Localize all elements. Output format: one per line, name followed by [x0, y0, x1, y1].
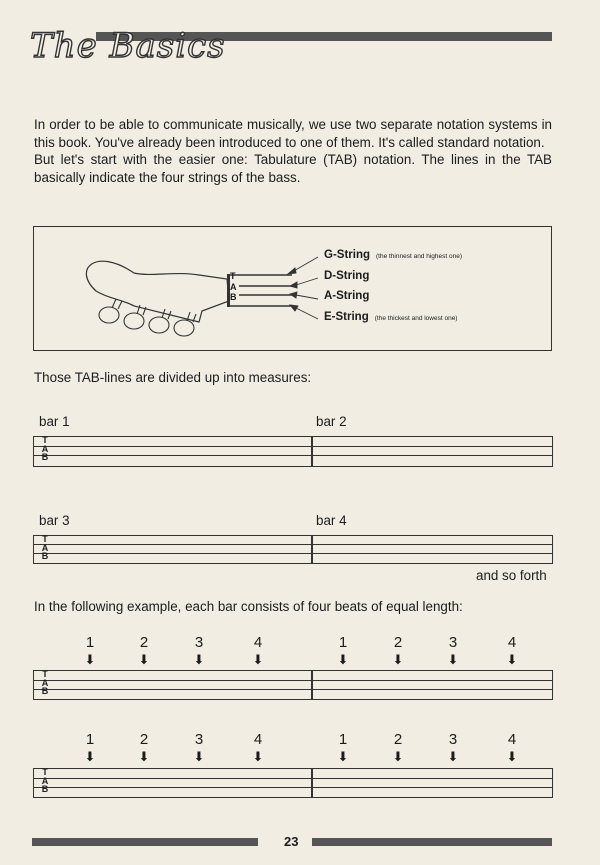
beat-number: 3	[448, 731, 458, 748]
label-a-string: A-String	[324, 290, 370, 302]
bass-headstock-icon	[34, 227, 553, 352]
beat-number: 2	[139, 634, 149, 651]
down-arrow-icon: ⬇	[337, 652, 349, 667]
tab-clef: T A B	[41, 435, 49, 462]
bar-label-1: bar 1	[39, 414, 70, 429]
beat-number: 4	[507, 634, 517, 651]
bar-label-4: bar 4	[316, 513, 347, 528]
label-e-string: E-String (the thickest and lowest one)	[324, 311, 458, 323]
down-arrow-icon: ⬇	[193, 652, 205, 667]
beat-number: 1	[85, 634, 95, 651]
down-arrow-icon: ⬇	[337, 749, 349, 764]
tab-clef: T A B	[41, 767, 49, 794]
headstock-diagram	[33, 226, 552, 351]
tab-clef: T A B	[41, 669, 49, 696]
beat-number: 3	[194, 731, 204, 748]
beat-number: 4	[253, 634, 263, 651]
intro-text	[34, 116, 552, 186]
beat-number: 3	[448, 634, 458, 651]
down-arrow-icon: ⬇	[392, 749, 404, 764]
beat-markers-row-1	[0, 634, 600, 674]
beats-caption: In the following example, each bar consists of four beats of equal length:	[34, 599, 463, 614]
label-g-string: G-String (the thinnest and highest one)	[324, 249, 463, 261]
beat-number: 4	[507, 731, 517, 748]
beat-number: 4	[253, 731, 263, 748]
bar-label-2: bar 2	[316, 414, 347, 429]
beat-number: 1	[338, 634, 348, 651]
and-so-forth-text: and so forth	[476, 568, 547, 583]
tab-staff-bars-3-4	[33, 535, 553, 564]
down-arrow-icon: ⬇	[252, 652, 264, 667]
beat-number: 2	[393, 731, 403, 748]
tab-clef: T A B	[41, 534, 49, 561]
label-d-string: D-String	[324, 270, 370, 282]
measures-caption: Those TAB-lines are divided up into measures:	[34, 370, 312, 385]
tab-letter-b: B	[230, 292, 237, 302]
intro-paragraph-2: But let's start with the easier one: Tabulature (TAB) notation. The lines in the TAB basically indicate the four strings of the bass.	[34, 152, 552, 185]
tab-staff-beats-1	[33, 670, 553, 700]
beat-number: 3	[194, 634, 204, 651]
down-arrow-icon: ⬇	[392, 652, 404, 667]
tab-letter-a: A	[230, 281, 237, 292]
down-arrow-icon: ⬇	[138, 749, 150, 764]
footer-bar-right	[312, 838, 552, 846]
tab-staff-bars-1-2	[33, 436, 553, 467]
down-arrow-icon: ⬇	[447, 652, 459, 667]
footer-bar-left	[32, 838, 258, 846]
beat-number: 2	[139, 731, 149, 748]
down-arrow-icon: ⬇	[252, 749, 264, 764]
tab-clef	[230, 271, 237, 303]
intro-paragraph-1: In order to be able to communicate musically, we use two separate notation systems in this book. You've already been introduced to one of them. It's called standard notation.	[34, 117, 552, 150]
page-number: 23	[284, 834, 299, 849]
beat-number: 1	[85, 731, 95, 748]
tab-staff-beats-2	[33, 768, 553, 798]
bar-label-3: bar 3	[39, 513, 70, 528]
tab-letter-t: T	[230, 271, 236, 281]
page-title: The Basics	[30, 26, 226, 66]
beat-number: 1	[338, 731, 348, 748]
down-arrow-icon: ⬇	[506, 652, 518, 667]
down-arrow-icon: ⬇	[138, 652, 150, 667]
down-arrow-icon: ⬇	[84, 652, 96, 667]
down-arrow-icon: ⬇	[84, 749, 96, 764]
beat-markers-row-2	[0, 731, 600, 771]
beat-number: 2	[393, 634, 403, 651]
down-arrow-icon: ⬇	[447, 749, 459, 764]
down-arrow-icon: ⬇	[506, 749, 518, 764]
down-arrow-icon: ⬇	[193, 749, 205, 764]
